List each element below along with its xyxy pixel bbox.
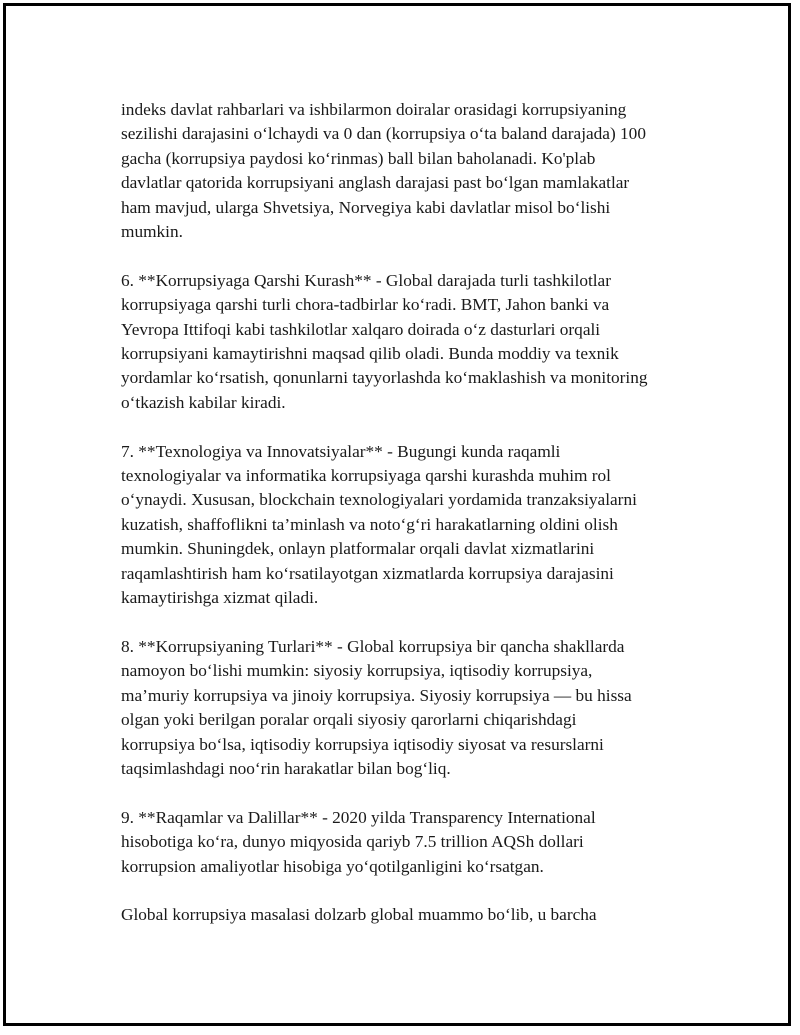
text-line: taqsimlashdagi noo‘rin harakatlar bilan bog‘liq. [121, 758, 451, 778]
text-line: raqamlashtirish ham ko‘rsatilayotgan xizmatlarda korrupsiya darajasini [121, 563, 614, 583]
text-line: korrupsion amaliyotlar hisobiga yo‘qotilganligini ko‘rsatgan. [121, 856, 544, 876]
text-line: yordamlar ko‘rsatish, qonunlarni tayyorlashda ko‘maklashish va monitoring [121, 368, 648, 388]
text-line: mumkin. [121, 222, 183, 242]
text-line: korrupsiya bo‘lsa, iqtisodiy korrupsiya iqtisodiy siyosat va resurslarni [121, 734, 604, 754]
text-line: o‘ynaydi. Xususan, blockchain texnologiyalari yordamida tranzaksiyalarni [121, 490, 637, 510]
paragraph [121, 635, 696, 781]
paragraph [121, 98, 696, 244]
text-line: o‘tkazish kabilar kiradi. [121, 392, 286, 412]
text-line: 8. **Korrupsiyaning Turlari** - Global korrupsiya bir qancha shakllarda [121, 636, 625, 656]
paragraph [121, 440, 696, 611]
text-line: 7. **Texnologiya va Innovatsiyalar** - Bugungi kunda raqamli [121, 441, 561, 461]
text-line: Yevropa Ittifoqi kabi tashkilotlar xalqaro doirada o‘z dasturlari orqali [121, 319, 601, 339]
document-body [121, 98, 696, 952]
text-line: namoyon bo‘lishi mumkin: siyosiy korrupsiya, iqtisodiy korrupsiya, [121, 661, 593, 681]
paragraph [121, 269, 696, 415]
paragraph [121, 903, 696, 927]
text-line: sezilishi darajasini o‘lchaydi va 0 dan (korrupsiya o‘ta baland darajada) 100 [121, 124, 646, 144]
text-line: ma’muriy korrupsiya va jinoiy korrupsiya. Siyosiy korrupsiya — bu hissa [121, 685, 632, 705]
text-line: kuzatish, shaffoflikni ta’minlash va noto‘g‘ri harakatlarning oldini olish [121, 514, 618, 534]
text-line: texnologiyalar va informatika korrupsiyaga qarshi kurashda muhim rol [121, 466, 611, 486]
text-line: ham mavjud, ularga Shvetsiya, Norvegiya kabi davlatlar misol bo‘lishi [121, 197, 611, 217]
text-line: gacha (korrupsiya paydosi ko‘rinmas) ball bilan baholanadi. Ko'plab [121, 148, 596, 168]
text-line: indeks davlat rahbarlari va ishbilarmon doiralar orasidagi korrupsiyaning [121, 100, 627, 119]
text-line: hisobotiga ko‘ra, dunyo miqyosida qariyb 7.5 trillion AQSh dollari [121, 832, 584, 852]
text-line: korrupsiyani kamaytirishni maqsad qilib oladi. Bunda moddiy va texnik [121, 344, 619, 364]
text-line: mumkin. Shuningdek, onlayn platformalar orqali davlat xizmatlarini [121, 539, 595, 559]
text-line: Global korrupsiya masalasi dolzarb global muammo bo‘lib, u barcha [121, 905, 597, 925]
text-line: kamaytirishga xizmat qiladi. [121, 588, 319, 608]
text-line: 6. **Korrupsiyaga Qarshi Kurash** - Global darajada turli tashkilotlar [121, 270, 611, 290]
text-line: korrupsiyaga qarshi turli chora-tadbirlar ko‘radi. BMT, Jahon banki va [121, 295, 610, 315]
text-line: davlatlar qatorida korrupsiyani anglash darajasi past bo‘lgan mamlakatlar [121, 173, 630, 193]
text-line: 9. **Raqamlar va Dalillar** - 2020 yilda Transparency International [121, 807, 596, 827]
paragraph [121, 806, 696, 879]
text-line: olgan yoki berilgan poralar orqali siyosiy qarorlarni chiqarishdagi [121, 710, 577, 730]
document-page [3, 3, 791, 1026]
